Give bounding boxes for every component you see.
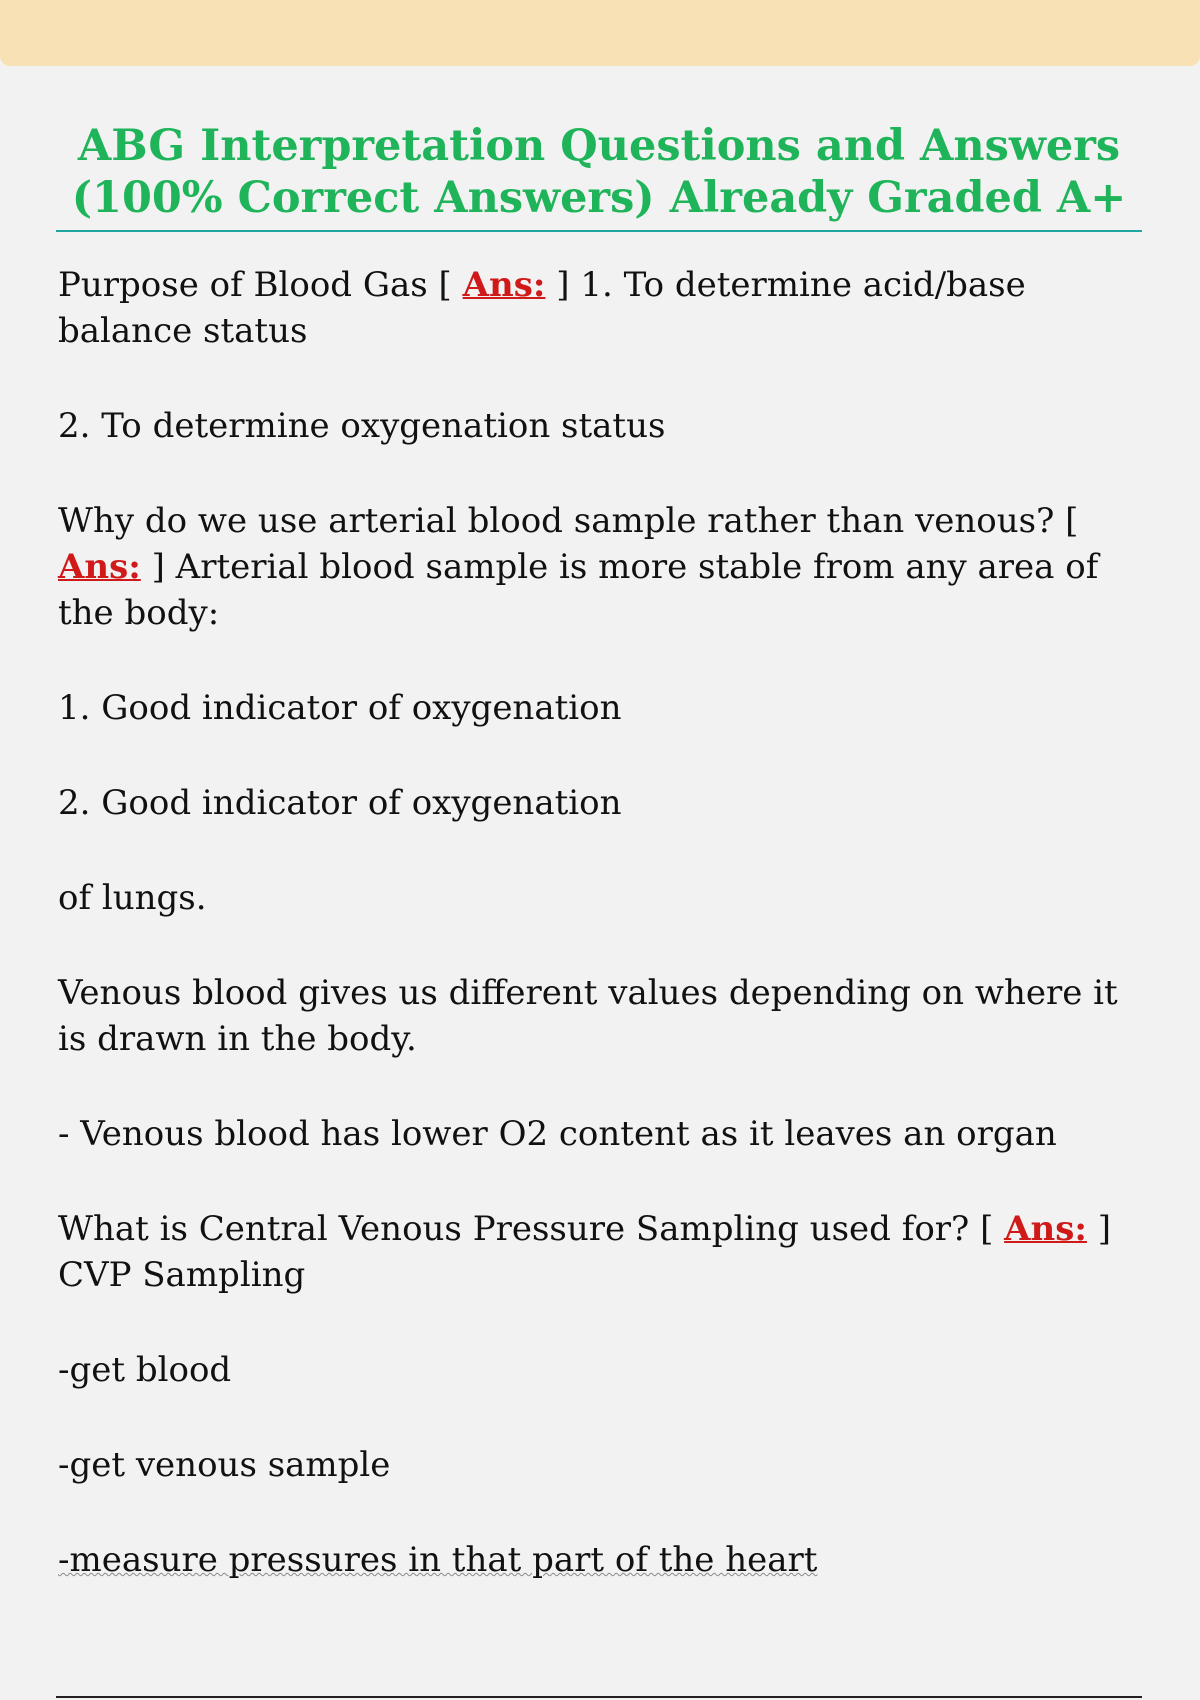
question-paragraph bbox=[58, 1206, 1148, 1298]
answer-text: ] CVP Sampling bbox=[58, 1209, 1112, 1295]
answer-label: Ans: bbox=[462, 265, 546, 305]
body-paragraph: 2. Good indicator of oxygenation bbox=[58, 783, 622, 823]
body-paragraph: of lungs. bbox=[58, 878, 207, 918]
top-banner bbox=[0, 0, 1200, 66]
faded-text: -measure pressures in that part of the heart bbox=[58, 1540, 818, 1580]
body-paragraph bbox=[58, 1537, 1148, 1583]
body-paragraph: 2. To determine oxygenation status bbox=[58, 406, 666, 446]
answer-label: Ans: bbox=[1004, 1209, 1087, 1249]
document-body bbox=[58, 262, 1148, 1632]
body-paragraph: -get venous sample bbox=[58, 1445, 391, 1485]
body-paragraph: Venous blood gives us different values depending on where it is drawn in the body. bbox=[58, 973, 1118, 1059]
answer-text: ] Arterial blood sample is more stable from any area of the body: bbox=[58, 547, 1099, 633]
question-text: Why do we use arterial blood sample rather than venous? [ bbox=[58, 501, 1079, 541]
question-paragraph bbox=[58, 498, 1148, 636]
body-paragraph: -get blood bbox=[58, 1350, 232, 1390]
question-text: Purpose of Blood Gas [ bbox=[58, 265, 463, 305]
bottom-divider bbox=[56, 1696, 1142, 1698]
question-text: What is Central Venous Pressure Sampling used for? [ bbox=[58, 1209, 1005, 1249]
document-title: ABG Interpretation Questions and Answers (100% Correct Answers) Already Graded A+ bbox=[56, 120, 1142, 232]
answer-label: Ans: bbox=[58, 547, 141, 587]
answer-text: ] 1. To determine acid/base balance status bbox=[58, 265, 1026, 351]
question-paragraph bbox=[58, 262, 1148, 354]
body-paragraph: 1. Good indicator of oxygenation bbox=[58, 688, 622, 728]
body-paragraph: - Venous blood has lower O2 content as it leaves an organ bbox=[58, 1114, 1057, 1154]
